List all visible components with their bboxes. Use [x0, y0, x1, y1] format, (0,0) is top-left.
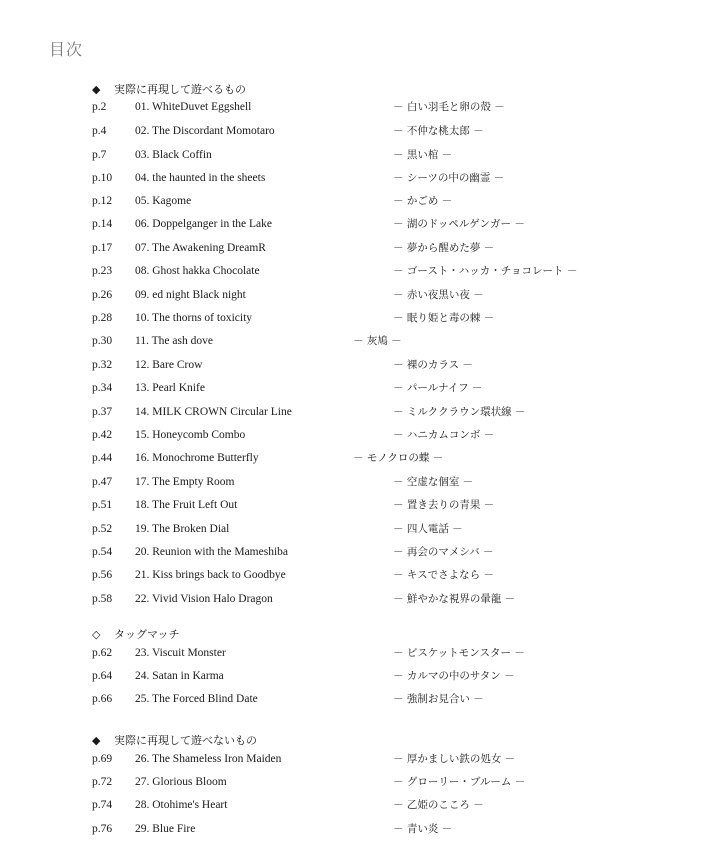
page-number: p.56 — [92, 569, 113, 581]
entry-title: 24. Satan in Karma — [135, 670, 224, 682]
toc-entry — [92, 797, 652, 813]
section-heading — [92, 81, 246, 97]
entry-title: 21. Kiss brings back to Goodbye — [135, 569, 286, 581]
section-label: 実際に再現して遊べるもの — [114, 83, 246, 96]
entry-japanese-title: － 裸のカラス － — [393, 359, 473, 371]
section-heading — [92, 626, 180, 642]
entry-title: 17. The Empty Room — [135, 476, 235, 488]
page-number: p.7 — [92, 149, 107, 161]
toc-entry — [92, 751, 652, 767]
entry-japanese-title: － カルマの中のサタン － — [393, 670, 515, 682]
entry-title: 26. The Shameless Iron Maiden — [135, 753, 282, 765]
toc-entry — [92, 240, 652, 256]
entry-title: 16. Monochrome Butterfly — [135, 452, 259, 464]
entry-japanese-title: － 灰鳩 － — [353, 335, 402, 347]
entry-title: 06. Doppelganger in the Lake — [135, 218, 272, 230]
entry-japanese-title: － 湖のドッペルゲンガー － — [393, 218, 525, 230]
page-number: p.69 — [92, 753, 113, 765]
entry-title: 10. The thorns of toxicity — [135, 312, 253, 324]
toc-entry — [92, 668, 652, 684]
entry-japanese-title: － 眠り姫と毒の棘 － — [393, 312, 495, 324]
entry-title: 27. Glorious Bloom — [135, 776, 227, 788]
page-number: p.14 — [92, 218, 113, 230]
toc-entry — [92, 591, 652, 607]
page-number: p.12 — [92, 195, 113, 207]
entry-japanese-title: － ミルククラウン環状線 － — [393, 406, 526, 418]
entry-title: 03. Black Coffin — [135, 149, 212, 161]
page-number: p.34 — [92, 382, 113, 394]
entry-japanese-title: － ハニカムコンボ － — [393, 429, 495, 441]
entry-title: 04. the haunted in the sheets — [135, 172, 266, 184]
entry-title: 23. Viscuit Monster — [135, 647, 226, 659]
toc-entry — [92, 450, 652, 466]
entry-japanese-title: － 置き去りの青果 － — [393, 499, 495, 511]
toc-entry — [92, 357, 652, 373]
entry-title: 02. The Discordant Momotaro — [135, 125, 275, 137]
page-number: p.37 — [92, 406, 113, 418]
section-label: タッグマッチ — [114, 628, 180, 641]
toc-entry — [92, 427, 652, 443]
entry-japanese-title: － 厚かましい鉄の処女 － — [393, 753, 516, 765]
page-number: p.26 — [92, 289, 113, 301]
toc-entry — [92, 170, 652, 186]
entry-japanese-title: － 鮮やかな視界の暈龍 － — [393, 593, 516, 605]
entry-japanese-title: － 強制お見合い － — [393, 693, 484, 705]
page-number: p.62 — [92, 647, 113, 659]
entry-title: 09. ed night Black night — [135, 289, 246, 301]
entry-title: 22. Vivid Vision Halo Dragon — [135, 593, 273, 605]
page-number: p.74 — [92, 799, 113, 811]
toc-entry — [92, 567, 652, 583]
entry-japanese-title: － かごめ － — [393, 195, 453, 207]
entry-title: 01. WhiteDuvet Eggshell — [135, 101, 252, 113]
page-number: p.76 — [92, 823, 113, 835]
entry-title: 11. The ash dove — [135, 335, 213, 347]
entry-title: 05. Kagome — [135, 195, 192, 207]
page-number: p.23 — [92, 265, 113, 277]
toc-entry — [92, 474, 652, 490]
toc-entry — [92, 310, 652, 326]
outline-diamond-icon: ◇ — [92, 628, 101, 641]
toc-entry — [92, 821, 652, 837]
toc-entry — [92, 123, 652, 139]
page-number: p.30 — [92, 335, 113, 347]
toc-entry — [92, 263, 652, 279]
page-number: p.47 — [92, 476, 113, 488]
page-number: p.17 — [92, 242, 113, 254]
page-number: p.10 — [92, 172, 113, 184]
entry-japanese-title: － 再会のマメシバ － — [393, 546, 494, 558]
toc-entry — [92, 380, 652, 396]
page-number: p.66 — [92, 693, 113, 705]
toc-entry — [92, 645, 652, 661]
entry-japanese-title: － 青い炎 － — [393, 823, 453, 835]
toc-entry — [92, 404, 652, 420]
section-heading — [92, 732, 257, 748]
section-label: 実際に再現して遊べないもの — [114, 734, 257, 747]
page-number: p.32 — [92, 359, 113, 371]
toc-entry — [92, 216, 652, 232]
page-number: p.72 — [92, 776, 113, 788]
entry-title: 07. The Awakening DreamR — [135, 242, 266, 254]
entry-japanese-title: － グローリー・ブルーム － — [393, 776, 526, 788]
entry-title: 25. The Forced Blind Date — [135, 693, 258, 705]
page-title: 目次 — [49, 40, 84, 59]
entry-japanese-title: － 乙姫のこころ － — [393, 799, 484, 811]
entry-title: 12. Bare Crow — [135, 359, 203, 371]
entry-japanese-title: － キスでさよなら － — [393, 569, 494, 581]
toc-entry — [92, 147, 652, 163]
entry-japanese-title: － シーツの中の幽霊 － — [393, 172, 505, 184]
entry-title: 14. MILK CROWN Circular Line — [135, 406, 292, 418]
toc-entry — [92, 521, 652, 537]
page-number: p.52 — [92, 523, 113, 535]
entry-japanese-title: － モノクロの蝶 － — [353, 452, 444, 464]
page-number: p.51 — [92, 499, 113, 511]
toc-entry — [92, 99, 652, 115]
entry-title: 08. Ghost hakka Chocolate — [135, 265, 260, 277]
filled-diamond-icon: ◆ — [92, 83, 101, 96]
entry-title: 19. The Broken Dial — [135, 523, 230, 535]
toc-entry — [92, 287, 652, 303]
page-number: p.28 — [92, 312, 113, 324]
toc-entry — [92, 497, 652, 513]
entry-japanese-title: － 黒い棺 － — [393, 149, 453, 161]
page-number: p.44 — [92, 452, 113, 464]
entry-japanese-title: － ビスケットモンスター － — [393, 647, 525, 659]
entry-japanese-title: － ゴースト・ハッカ・チョコレート － — [393, 265, 578, 277]
entry-title: 28. Otohime's Heart — [135, 799, 228, 811]
filled-diamond-icon: ◆ — [92, 734, 101, 747]
page-number: p.64 — [92, 670, 113, 682]
page-number: p.54 — [92, 546, 113, 558]
toc-entry — [92, 333, 652, 349]
page-number: p.42 — [92, 429, 113, 441]
page-number: p.2 — [92, 101, 107, 113]
entry-japanese-title: － 不仲な桃太郎 － — [393, 125, 484, 137]
entry-japanese-title: － パールナイフ － — [393, 382, 483, 394]
page-number: p.58 — [92, 593, 113, 605]
entry-title: 15. Honeycomb Combo — [135, 429, 246, 441]
entry-japanese-title: － 白い羽毛と卵の殻 － — [393, 101, 505, 113]
page-number: p.4 — [92, 125, 107, 137]
entry-japanese-title: － 四人電話 － — [393, 523, 463, 535]
toc-entry — [92, 774, 652, 790]
entry-japanese-title: － 空虚な個室 － — [393, 476, 474, 488]
toc-entry — [92, 544, 652, 560]
toc-entry — [92, 691, 652, 707]
entry-japanese-title: － 赤い夜黒い夜 － — [393, 289, 484, 301]
entry-title: 13. Pearl Knife — [135, 382, 205, 394]
entry-title: 18. The Fruit Left Out — [135, 499, 238, 511]
toc-entry — [92, 193, 652, 209]
entry-japanese-title: － 夢から醒めた夢 － — [393, 242, 495, 254]
entry-title: 29. Blue Fire — [135, 823, 196, 835]
entry-title: 20. Reunion with the Mameshiba — [135, 546, 288, 558]
